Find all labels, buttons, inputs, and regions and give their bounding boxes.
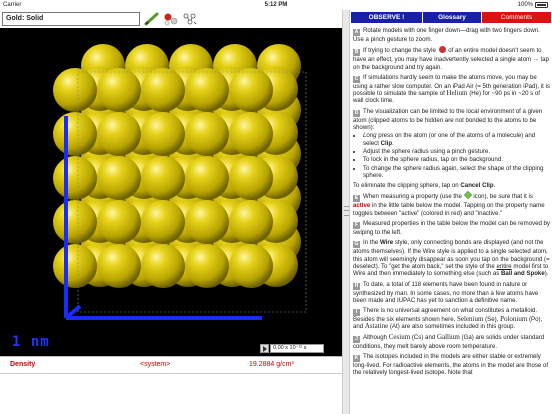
tab-comments[interactable]: Comments	[482, 12, 551, 23]
model-title[interactable]: Gold: Solid	[2, 12, 140, 26]
comment-text: press on the atom (or one of the atoms of a molecule) and select	[363, 132, 536, 147]
comment-letter: H	[354, 282, 359, 289]
battery-percent: 100%	[517, 2, 533, 8]
gold-atom[interactable]	[185, 156, 229, 200]
comment-a	[353, 27, 550, 43]
gold-atom[interactable]	[53, 156, 97, 200]
list-item: • To change the sphere radius again, select the shape of the clipping sphere.	[363, 165, 550, 180]
comment-letter: J	[353, 336, 360, 343]
comment-text: (Ga) are solids under standard conditions, they melt barely above room temperature.	[353, 333, 545, 350]
comment-text: of an entire model doesn't seem to have an effect, you may have inadvertently selected a single atom → tap on the background and try again.	[353, 47, 550, 71]
gold-atom[interactable]	[229, 200, 273, 244]
molecule-select-icon[interactable]	[182, 12, 198, 26]
comment-text: If trying to change the style	[363, 47, 436, 55]
comment-g	[353, 239, 550, 277]
comment-text: The visualization can be limited to the local environment of a given atom (clipped atoms to be hidden are not bonded to the atoms to be shown):	[353, 107, 543, 132]
molecule-viewer[interactable]	[0, 28, 342, 356]
comment-f	[353, 220, 550, 236]
punctuation: ).	[544, 270, 549, 278]
wire-keyword: Wire	[379, 239, 394, 247]
comment-text: (Cs) and	[411, 333, 436, 341]
comment-text: To date, a total of 118 elements have been found in nature or synthesized by man. In some cases, no more than a few atoms have been made and IUPAC has yet to sanction a definitive name.	[353, 280, 539, 304]
comment-text: (Po), and	[353, 316, 543, 331]
comment-letter: F	[354, 222, 359, 229]
pen-measure-icon	[463, 191, 471, 199]
comment-letter: D	[354, 109, 359, 116]
comment-letter: E	[354, 195, 359, 202]
gold-atom[interactable]	[229, 68, 273, 112]
comment-j	[353, 334, 550, 350]
comment-text: When measuring a property (use the	[363, 193, 462, 201]
tab-observe[interactable]: OBSERVE !	[351, 12, 422, 23]
gold-atom[interactable]	[97, 68, 141, 112]
element-selenium[interactable]: Selenium	[457, 315, 484, 324]
element-cesium[interactable]: Cesium	[388, 332, 411, 341]
comment-d	[353, 108, 550, 190]
comment-text: style, only connecting bonds are displayed (and not the atoms themselves). If the Wire style is applied to a single selected atom, this atom will seemingly disappear as soon you tap on the background (= deselect). To "get the atom back," set the style of the	[353, 239, 550, 270]
battery-indicator	[518, 0, 548, 10]
gold-atom[interactable]	[141, 156, 185, 200]
status-bar	[0, 0, 552, 10]
gold-atom[interactable]	[229, 156, 273, 200]
carrier-label: Carrier	[3, 2, 22, 8]
emphasis: Long	[363, 132, 377, 140]
style-atom-icon	[439, 46, 446, 53]
gold-atom[interactable]	[185, 244, 229, 288]
element-helium[interactable]: Helium	[446, 89, 468, 98]
element-polonium[interactable]: Polonium	[500, 315, 528, 324]
property-value-number: 19.2884	[249, 361, 275, 368]
gold-atom[interactable]	[185, 68, 229, 112]
property-unit: g/cm³	[276, 361, 294, 368]
comment-text: If simulations hardly seem to make the atoms move, you may be using a rather slow computer. On an iPad Air (= 5th generation iPad), it is possible to simulate the sample of	[353, 73, 550, 98]
property-value	[249, 361, 294, 368]
divider-grip-icon[interactable]	[344, 206, 349, 216]
gold-atom[interactable]	[141, 200, 185, 244]
model-pane	[0, 10, 342, 414]
comment-text: Although	[363, 333, 388, 341]
clip-command: Clip	[380, 139, 393, 147]
comment-text: (He) for ~90 ps in ~20 s of wall clock time.	[353, 90, 540, 105]
comment-text: (At) are also sometimes included in this group.	[389, 323, 516, 331]
tab-glossary[interactable]: Glossary	[423, 12, 481, 23]
comment-text: model first to Wire and then immediately to something else (such as	[353, 262, 549, 278]
time-readout: 0.00 x 10⁻¹² s	[270, 344, 324, 353]
comment-text: Rotate models with one finger down—drag with two fingers down. Use a pinch gesture to zoom.	[353, 27, 540, 43]
ball-and-spoke-keyword: Ball and Spoke	[501, 270, 545, 278]
comment-letter: A	[354, 29, 359, 35]
gold-atom[interactable]	[229, 244, 273, 288]
active-keyword: active	[353, 202, 371, 210]
model-toolbar	[0, 10, 342, 28]
element-astatine[interactable]: Astatine	[364, 322, 389, 331]
property-row-density[interactable]	[0, 359, 342, 371]
gold-atom[interactable]	[53, 244, 97, 288]
comment-letter: B	[354, 49, 359, 56]
comment-letter: G	[354, 241, 359, 248]
element-gallium[interactable]: Gallium	[436, 332, 460, 341]
list-item: • To lock in the sphere radius, tap on the background.	[363, 156, 550, 163]
gold-atom[interactable]	[97, 156, 141, 200]
comment-text: There is no universal agreement on what constitutes a metalloid. Besides the six elements shown here,	[353, 307, 538, 324]
crystal-model[interactable]	[0, 28, 342, 356]
comment-letter: K	[354, 355, 359, 362]
comment-text: icon), be sure that it is	[473, 193, 533, 201]
gold-atom[interactable]	[229, 112, 273, 156]
gold-atom[interactable]	[97, 112, 141, 156]
comment-h	[353, 281, 550, 305]
gold-atom[interactable]	[141, 244, 185, 288]
cancel-clip-command: Cancel Clip	[460, 182, 494, 190]
play-button[interactable]	[260, 344, 269, 353]
split-divider[interactable]	[342, 10, 350, 414]
gold-atom[interactable]	[185, 112, 229, 156]
comment-letter: C	[354, 75, 359, 82]
gold-atom[interactable]	[97, 200, 141, 244]
comment-text: Measured properties in the table below the model can be removed by swiping to the left.	[353, 220, 550, 237]
comment-text: In the	[363, 239, 379, 247]
gold-atom[interactable]	[185, 200, 229, 244]
clock: 5:12 PM	[264, 2, 288, 8]
list-item: • Adjust the sphere radius using a pinch gesture.	[363, 148, 550, 155]
property-name[interactable]: Density	[10, 361, 36, 368]
comment-letter: I	[353, 309, 360, 316]
entire-keyword: entire	[496, 262, 512, 270]
gold-atom[interactable]	[53, 68, 97, 112]
punctuation: .	[392, 139, 394, 147]
comments-text	[353, 27, 550, 380]
comment-text: in the little table below the model. Tapping on the property name toggles between "active" (colored in red) and "inactive."	[353, 202, 545, 217]
row-divider	[0, 373, 342, 374]
gold-atom[interactable]	[53, 112, 97, 156]
property-system: <system>	[140, 361, 171, 368]
comment-e	[353, 192, 550, 217]
gold-atom[interactable]	[53, 200, 97, 244]
comment-c	[353, 74, 550, 105]
comment-i	[353, 307, 550, 331]
time-control	[260, 343, 338, 353]
list-item	[363, 132, 550, 147]
info-tabs	[350, 12, 552, 24]
comment-text: The isotopes included in the models are either stable or extremely long-lived. For radioactive elements, the atoms in the model are those of the relatively longest-lived isotope. Note that	[353, 353, 549, 377]
comment-k	[353, 353, 550, 377]
scale-label: 1 nm	[12, 334, 50, 350]
property-table	[0, 356, 342, 414]
gold-atom[interactable]	[141, 112, 185, 156]
style-atom-icon[interactable]	[163, 12, 179, 26]
clip-steps	[363, 132, 550, 179]
pen-measure-icon[interactable]	[144, 12, 160, 26]
gold-atom[interactable]	[97, 244, 141, 288]
comment-text: (Se),	[485, 316, 499, 324]
battery-icon	[535, 2, 548, 8]
punctuation: .	[493, 182, 496, 190]
info-pane	[350, 10, 552, 414]
comment-text: To eliminate the clipping sphere, tap on	[353, 182, 459, 190]
comment-b	[353, 46, 550, 71]
gold-atom[interactable]	[141, 68, 185, 112]
